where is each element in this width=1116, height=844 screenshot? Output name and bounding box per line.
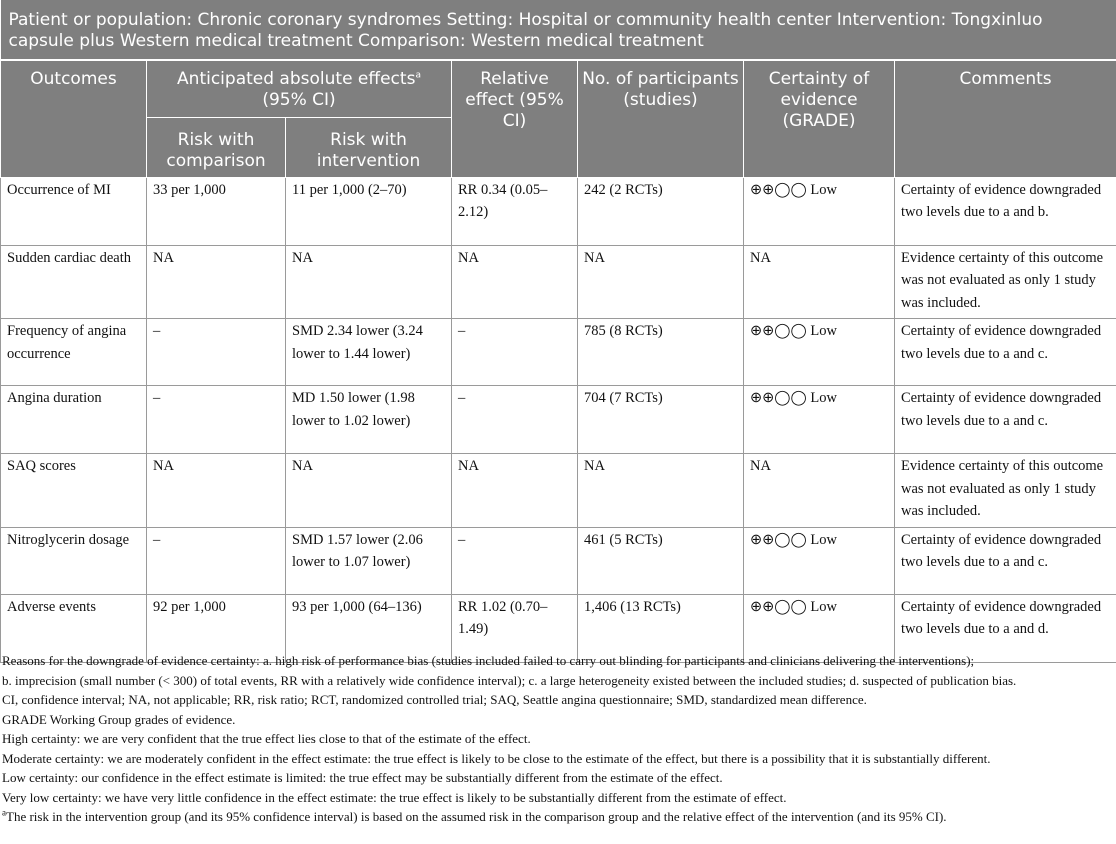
note-high-certainty: High certainty: we are very confident that the true effect lies close to that of the estimate of the effect. — [2, 731, 531, 746]
table-footnotes — [2, 651, 1114, 827]
cell-relative-effect: NA — [452, 454, 578, 528]
cell-risk-intervention: 93 per 1,000 (64–136) — [286, 594, 452, 662]
cell-risk-intervention: NA — [286, 245, 452, 319]
cell-participants: 785 (8 RCTs) — [578, 319, 744, 386]
cell-risk-intervention: NA — [286, 454, 452, 528]
cell-certainty: NA — [744, 245, 895, 319]
note-footnote-a — [2, 807, 1114, 827]
cell-participants: NA — [578, 454, 744, 528]
header-anticipated-effects — [147, 60, 452, 117]
cell-comments: Certainty of evidence downgraded two levels due to a and c. — [895, 386, 1116, 454]
header-anticipated-label: Anticipated absolute effects — [177, 69, 416, 89]
cell-certainty: ⊕⊕◯◯ Low — [744, 319, 895, 386]
cell-relative-effect: – — [452, 319, 578, 386]
note-reasons-line-2: b. imprecision (small number (< 300) of total events, RR with a relatively wide confidence interval); c. a large heterogeneity existed between the included studies; d. suspected of publication bias. — [2, 672, 1017, 688]
table-row — [1, 319, 1116, 386]
cell-participants: 242 (2 RCTs) — [578, 177, 744, 245]
note-moderate-certainty: Moderate certainty: we are moderately confident in the effect estimate: the true effect is likely to be close to the estimate of the effect, but there is a possibility that it is substantially different. — [2, 750, 991, 766]
cell-relative-effect: RR 1.02 (0.70–1.49) — [452, 594, 578, 662]
note-low-certainty: Low certainty: our confidence in the effect estimate is limited: the true effect may be substantially different from the estimate of the effect. — [2, 770, 723, 785]
header-comments: Comments — [895, 60, 1116, 177]
header-relative-effect: Relative effect (95% CI) — [452, 60, 578, 177]
cell-certainty: NA — [744, 454, 895, 528]
header-risk-intervention: Risk with intervention — [286, 117, 452, 177]
cell-relative-effect: RR 0.34 (0.05–2.12) — [452, 177, 578, 245]
cell-comments: Certainty of evidence downgraded two levels due to a and b. — [895, 177, 1116, 245]
cell-certainty: ⊕⊕◯◯ Low — [744, 177, 895, 245]
header-participants: No. of participants (studies) — [578, 60, 744, 177]
footnote-mark: a — [2, 807, 6, 818]
cell-relative-effect: NA — [452, 245, 578, 319]
header-anticipated-ci: (95% CI) — [262, 90, 336, 110]
cell-risk-comparison: – — [147, 319, 286, 386]
cell-risk-intervention: 11 per 1,000 (2–70) — [286, 177, 452, 245]
cell-risk-intervention: SMD 2.34 lower (3.24 lower to 1.44 lower) — [286, 319, 452, 386]
cell-outcome: Nitroglycerin dosage — [1, 527, 147, 594]
cell-outcome: SAQ scores — [1, 454, 147, 528]
cell-risk-comparison: 33 per 1,000 — [147, 177, 286, 245]
cell-risk-intervention: SMD 1.57 lower (2.06 lower to 1.07 lower) — [286, 527, 452, 594]
cell-certainty: ⊕⊕◯◯ Low — [744, 527, 895, 594]
cell-risk-comparison: – — [147, 386, 286, 454]
cell-outcome: Sudden cardiac death — [1, 245, 147, 319]
population-banner: Patient or population: Chronic coronary syndromes Setting: Hospital or community health center Intervention: Tongxinluo capsule plus Western medical treatment Comparison: Western medical treatment — [1, 0, 1116, 60]
cell-certainty: ⊕⊕◯◯ Low — [744, 594, 895, 662]
cell-comments: Evidence certainty of this outcome was not evaluated as only 1 study was included. — [895, 454, 1116, 528]
cell-participants: 461 (5 RCTs) — [578, 527, 744, 594]
cell-relative-effect: – — [452, 386, 578, 454]
header-risk-comparison: Risk with comparison — [147, 117, 286, 177]
cell-comments: Evidence certainty of this outcome was not evaluated as only 1 study was included. — [895, 245, 1116, 319]
note-reasons-line-1: Reasons for the downgrade of evidence certainty: a. high risk of performance bias (studies included failed to carry out blinding for participants and clinicians delivering the interventions); — [2, 653, 975, 668]
table-row — [1, 245, 1116, 319]
cell-participants: NA — [578, 245, 744, 319]
note-grade-heading: GRADE Working Group grades of evidence. — [2, 711, 236, 727]
cell-comments: Certainty of evidence downgraded two levels due to a and c. — [895, 527, 1116, 594]
note-abbreviations: CI, confidence interval; NA, not applicable; RR, risk ratio; RCT, randomized controlled trial; SAQ, Seattle angina questionnaire; SMD, standardized mean difference. — [2, 692, 867, 707]
cell-risk-intervention: MD 1.50 lower (1.98 lower to 1.02 lower) — [286, 386, 452, 454]
table-row — [1, 527, 1116, 594]
header-outcomes: Outcomes — [1, 60, 147, 177]
cell-outcome: Occurrence of MI — [1, 177, 147, 245]
table-row — [1, 177, 1116, 245]
cell-relative-effect: – — [452, 527, 578, 594]
cell-risk-comparison: 92 per 1,000 — [147, 594, 286, 662]
cell-risk-comparison: – — [147, 527, 286, 594]
table-row — [1, 386, 1116, 454]
header-anticipated-footnote-mark: a — [415, 70, 421, 81]
table-row — [1, 454, 1116, 528]
cell-outcome: Angina duration — [1, 386, 147, 454]
cell-outcome: Adverse events — [1, 594, 147, 662]
header-certainty: Certainty of evidence (GRADE) — [744, 60, 895, 177]
cell-participants: 704 (7 RCTs) — [578, 386, 744, 454]
cell-outcome: Frequency of angina occurrence — [1, 319, 147, 386]
note-very-low-certainty: Very low certainty: we have very little confidence in the effect estimate: the true effect is likely to be substantially different from the estimate of effect. — [2, 789, 787, 805]
footnote-text: The risk in the intervention group (and its 95% confidence interval) is based on the assumed risk in the comparison group and the relative effect of the intervention (and its 95% CI). — [6, 809, 947, 824]
cell-risk-comparison: NA — [147, 454, 286, 528]
cell-comments: Certainty of evidence downgraded two levels due to a and c. — [895, 319, 1116, 386]
cell-risk-comparison: NA — [147, 245, 286, 319]
cell-certainty: ⊕⊕◯◯ Low — [744, 386, 895, 454]
cell-comments: Certainty of evidence downgraded two levels due to a and d. — [895, 594, 1116, 662]
cell-participants: 1,406 (13 RCTs) — [578, 594, 744, 662]
